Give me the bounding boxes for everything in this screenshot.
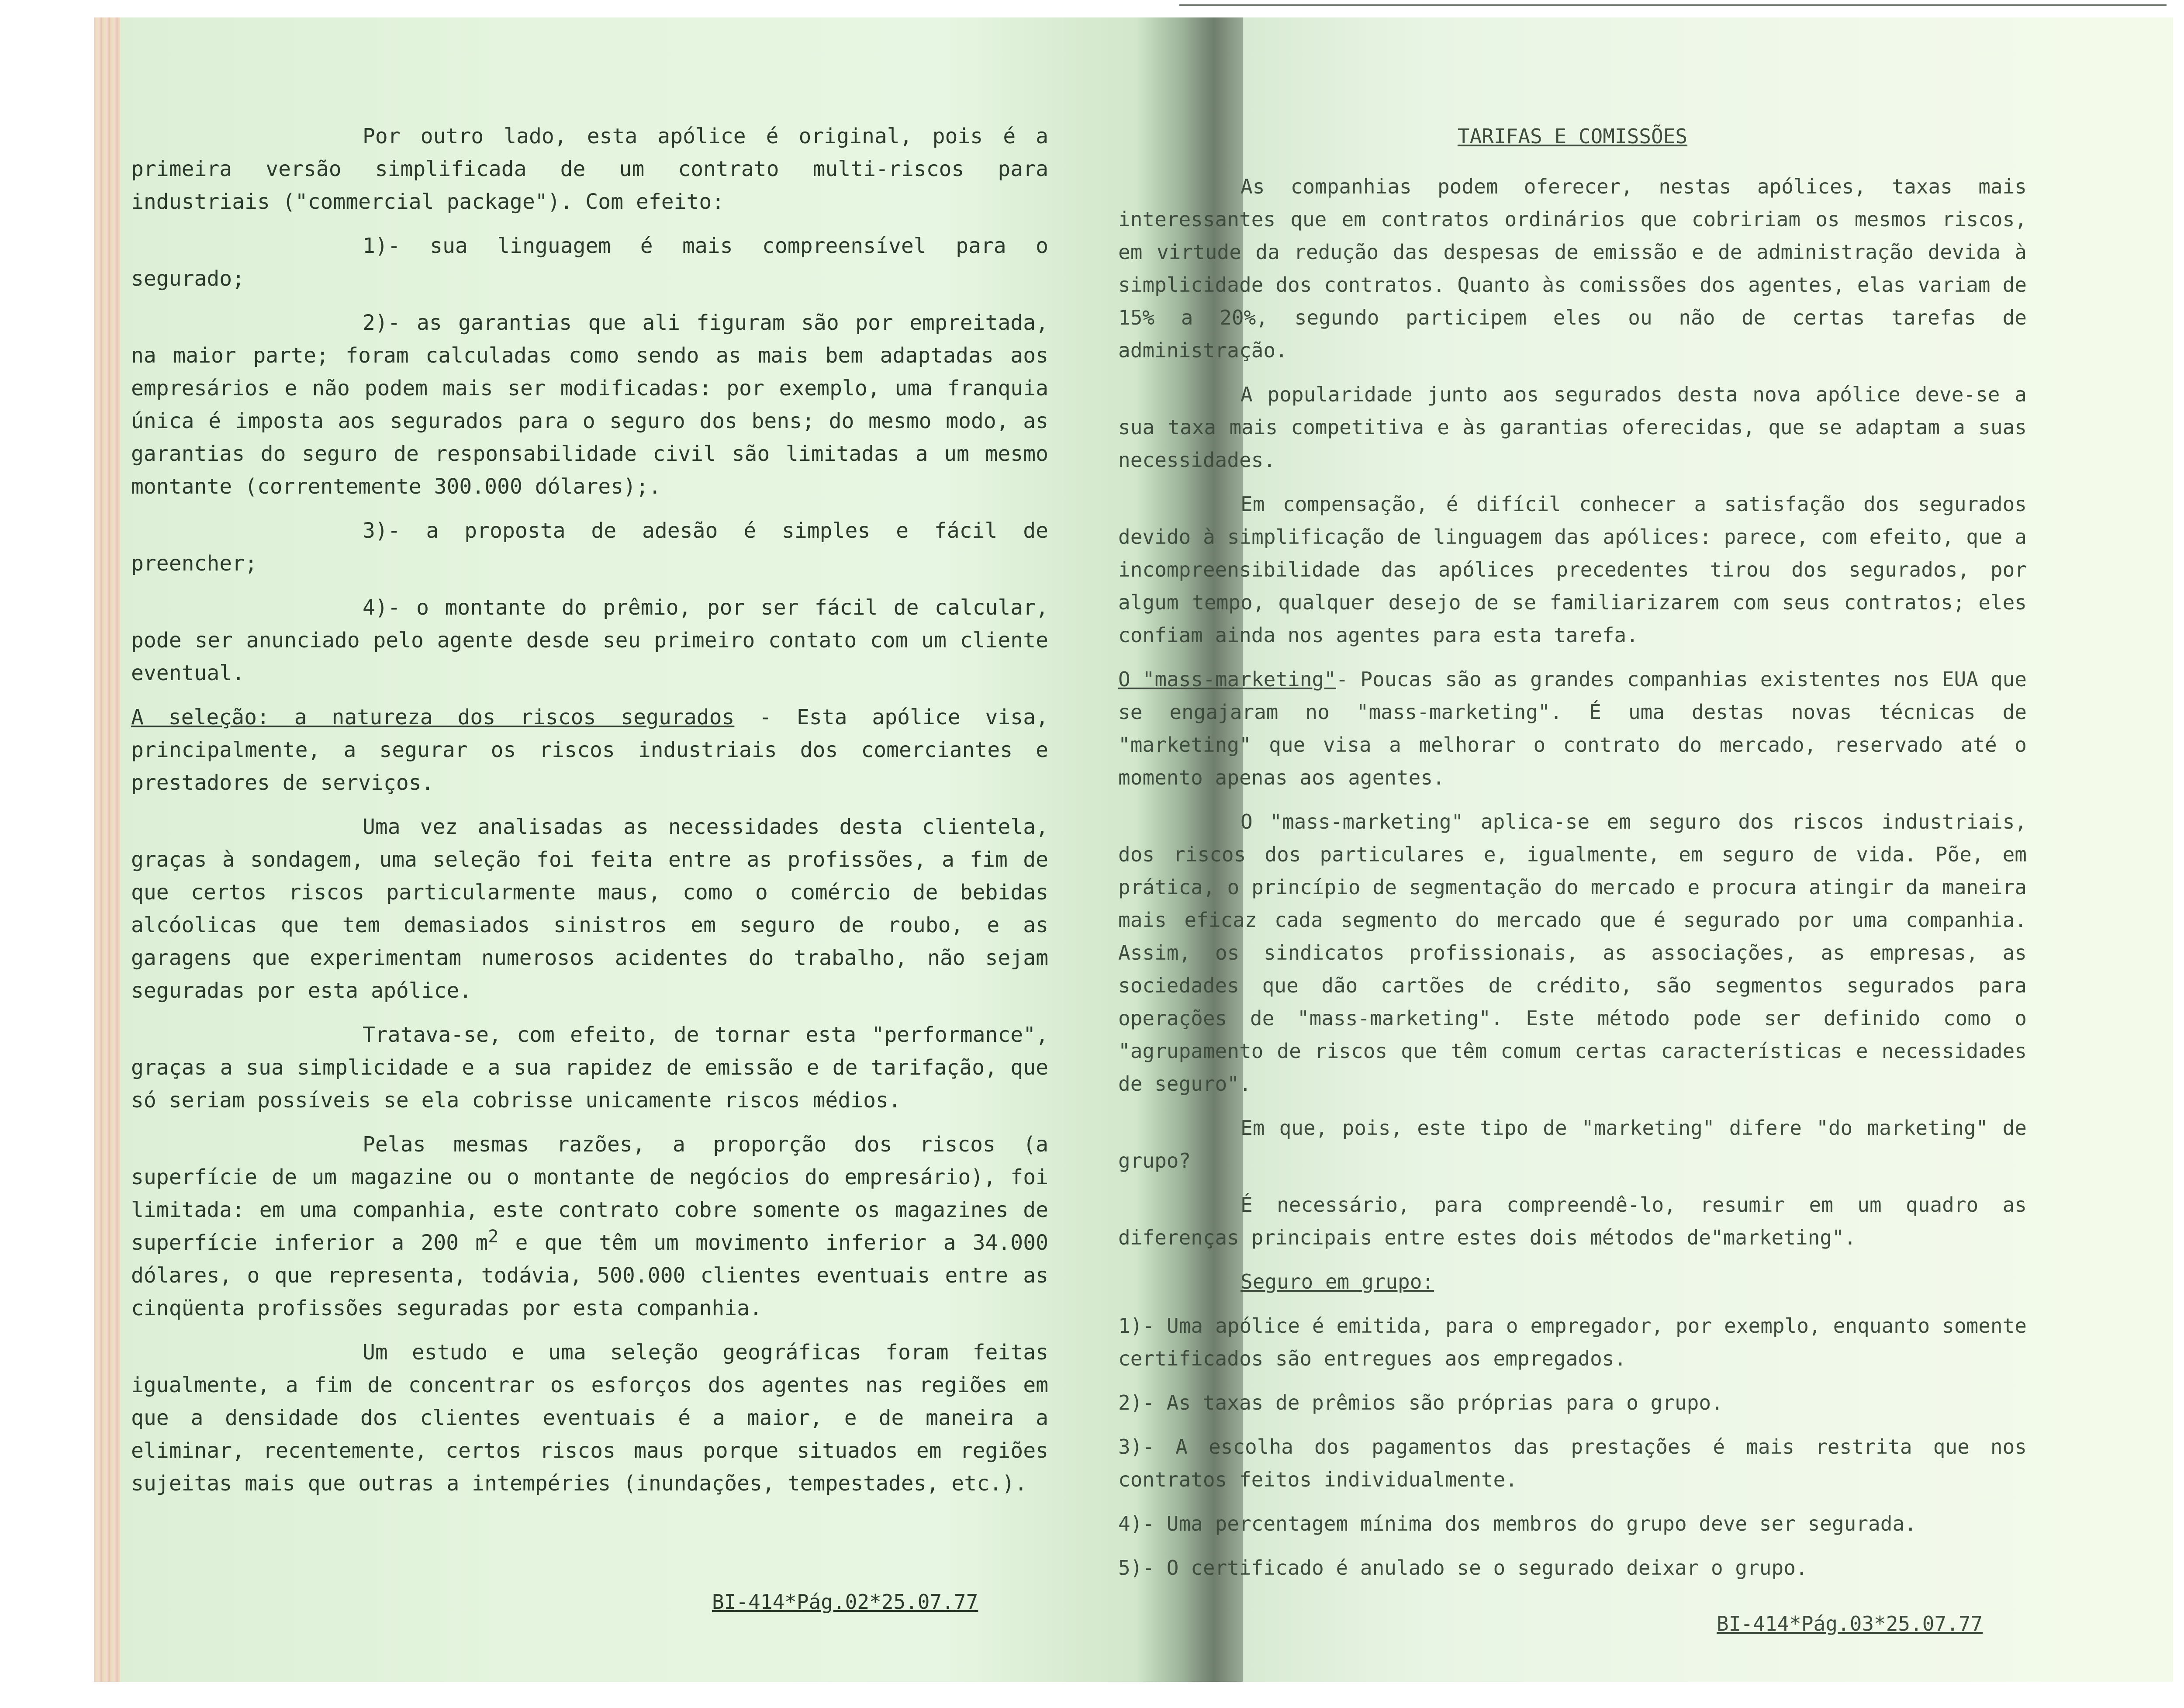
- section-heading: O "mass-marketing": [1118, 667, 1336, 691]
- paragraph: Em compensação, é difícil conhecer a satisfação dos segurados devido à simplificação de linguagem das apólices: parece, com efeito, que a incompreensibilidade das apólices precedentes tirou dos segurados, por algum tempo, qualquer desejo de se familiarizarem com seus contratos; eles confiam ainda nos agentes para esta tarefa.: [1118, 492, 2027, 647]
- scan-edge-line: [1179, 4, 2167, 6]
- list-item: 1)- Uma apólice é emitida, para o empregador, por exemplo, enquanto somente certificados são entregues aos empregados.: [1118, 1314, 2027, 1370]
- paragraph: Em que, pois, este tipo de "marketing" difere "do marketing" de grupo?: [1118, 1116, 2027, 1172]
- paragraph-text: Pelas mesmas razões, a proporção dos riscos (a superfície de um magazine ou o montante de negócios do empresário), foi limitada: em uma companhia, este contrato cobre somente os magazines de superfície inferior a 200 m: [131, 1132, 1048, 1255]
- page-edges: [94, 17, 120, 1682]
- paragraph: Tratava-se, com efeito, de tornar esta "performance", graças a sua simplicidade e a sua rapidez de emissão e de tarifação, que só seriam possíveis se ela cobrisse unicamente riscos médios.: [131, 1023, 1048, 1113]
- paragraph: [1118, 663, 2027, 794]
- paragraph: [131, 1128, 1048, 1325]
- right-page-text: [1118, 120, 2027, 1596]
- paragraph: Um estudo e uma seleção geográficas foram feitas igualmente, a fim de concentrar os esforços dos agentes nas regiões em que a densidade dos clientes eventuais é a maior, e de maneira a eliminar, recentemente, certos riscos maus porque situados em regiões sujeitas mais que outras a intempéries (inundações, tempestades, etc.).: [131, 1340, 1048, 1496]
- paragraph-text: - Poucas são as grandes companhias existentes nos EUA que se engajaram no "mass-marketing". É uma destas novas técnicas de "marketing" que visa a melhorar o contrato do mercado, reservado até o momento apenas aos agentes.: [1118, 667, 2027, 789]
- list-item: 2)- as garantias que ali figuram são por empreitada, na maior parte; foram calculadas como sendo as mais bem adaptadas aos empresários e não podem mais ser modificadas: por exemplo, uma franquia única é imposta aos segurados para o seguro dos bens; do mesmo modo, as garantias do seguro de responsabilidade civil são limitadas a um mesmo montante (correntemente 300.000 dólares);.: [131, 311, 1048, 499]
- paragraph: [131, 701, 1048, 799]
- section-heading: [1118, 1265, 2027, 1298]
- left-page-text: [131, 120, 1048, 1511]
- paragraph: O "mass-marketing" aplica-se em seguro dos riscos industriais, dos riscos dos particulares e, igualmente, em seguro de vida. Põe, em prática, o princípio de segmentação do mercado e procura atingir da maneira mais eficaz cada segmento do mercado que é segurado por uma companhia. Assim, os sindicatos profissionais, as associações, as empresas, as sociedades que dão cartões de crédito, são segmentos segurados para operações de "mass-marketing". Este método pode ser definido como o "agrupamento de riscos que têm comum certas características e necessidades de seguro".: [1118, 810, 2027, 1096]
- list-item: 5)- O certificado é anulado se o segurado deixar o grupo.: [1118, 1556, 1808, 1580]
- list-item: 1)- sua linguagem é mais compreensível para o segurado;: [131, 234, 1048, 291]
- group-heading: Seguro em grupo:: [1241, 1270, 1434, 1293]
- list-item: 4)- Uma percentagem mínima dos membros do grupo deve ser segurada.: [1118, 1512, 1917, 1535]
- superscript: 2: [488, 1227, 499, 1247]
- paragraph-text: e que têm um movimento inferior a 34.000 dólares, o que representa, todávia, 500.000 clientes eventuais entre as cinqüenta profissões seguradas por esta companhia.: [131, 1231, 1049, 1321]
- paragraph: Por outro lado, esta apólice é original, pois é a primeira versão simplificada de um contrato multi-riscos para industriais ("commercial package"). Com efeito:: [131, 124, 1048, 214]
- paragraph: As companhias podem oferecer, nestas apólices, taxas mais interessantes que em contratos ordinários que cobririam os mesmos riscos, em virtude da redução das despesas de emissão e de administração devida à simplicidade dos contratos. Quanto às comissões dos agentes, elas variam de 15% a 20%, segundo participem eles ou não de certas tarefas de administração.: [1118, 175, 2027, 362]
- paragraph: A popularidade junto aos segurados desta nova apólice deve-se a sua taxa mais competitiva e às garantias oferecidas, que se adaptam a suas necessidades.: [1118, 383, 2027, 472]
- section-heading: A seleção: a natureza dos riscos segurados: [131, 705, 735, 730]
- list-item: 2)- As taxas de prêmios são próprias para o grupo.: [1118, 1391, 1723, 1414]
- page-heading: TARIFAS E COMISSÕES: [1457, 124, 1688, 148]
- list-item: 4)- o montante do prêmio, por ser fácil de calcular, pode ser anunciado pelo agente desde seu primeiro contato com um cliente eventual.: [131, 595, 1048, 685]
- paragraph: É necessário, para compreendê-lo, resumir em um quadro as diferenças principais entre estes dois métodos de"marketing".: [1118, 1193, 2027, 1249]
- page-footer-left: BI-414*Pág.02*25.07.77: [712, 1590, 978, 1614]
- paragraph-text: Esta apólice visa, principalmente, a segurar os riscos industriais dos comerciantes e prestadores de serviços.: [131, 705, 1049, 795]
- paragraph: Uma vez analisadas as necessidades desta clientela, graças à sondagem, uma seleção foi feita entre as profissões, a fim de que certos riscos particularmente maus, como o comércio de bebidas alcóolicas que tem demasiados sinistros em seguro de roubo, e as garagens que experimentam numerosos acidentes do trabalho, não sejam seguradas por esta apólice.: [131, 815, 1048, 1003]
- list-item: 3)- A escolha dos pagamentos das prestações é mais restrita que nos contratos feitos individualmente.: [1118, 1435, 2027, 1491]
- list-item: 3)- a proposta de adesão é simples e fácil de preencher;: [131, 519, 1048, 576]
- page-footer-right: BI-414*Pág.03*25.07.77: [1717, 1612, 1983, 1635]
- section-dash: -: [734, 705, 797, 730]
